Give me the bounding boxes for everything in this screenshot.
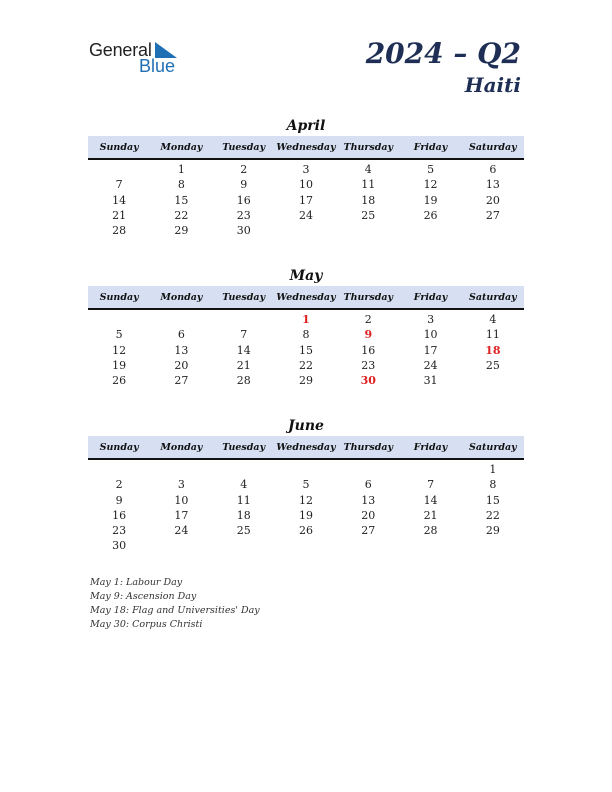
empty-cell (213, 462, 275, 477)
day-cell: 27 (361, 524, 376, 538)
day-cell: 29 (485, 524, 500, 538)
weekday-label: Saturday (469, 141, 517, 153)
weekday-label: Monday (160, 291, 203, 303)
day-cell: 22 (298, 358, 313, 372)
empty-cell (213, 538, 275, 553)
weekday-header (88, 286, 524, 310)
day-cell: 28 (112, 224, 127, 238)
day-cell: 21 (236, 358, 251, 372)
country-title: Haiti (464, 73, 521, 97)
day-cell: 3 (302, 163, 310, 176)
day-cell: 8 (302, 328, 310, 342)
day-cell: 7 (240, 328, 248, 342)
day-cell: 15 (174, 193, 189, 207)
weekday-label: Wednesday (276, 441, 336, 453)
day-cell: 15 (485, 493, 500, 507)
day-cell: 30 (360, 374, 376, 388)
day-cell: 16 (361, 343, 376, 357)
empty-cell (275, 538, 337, 553)
empty-cell (88, 312, 150, 327)
day-cell: 4 (240, 478, 248, 492)
day-cell: 26 (298, 524, 313, 538)
day-cell: 9 (115, 493, 123, 507)
month-may (88, 266, 524, 388)
day-cell: 11 (236, 493, 251, 507)
weekday-label: Wednesday (276, 141, 336, 153)
empty-cell (462, 223, 524, 238)
weekday-label: Friday (413, 291, 448, 303)
empty-cell (337, 538, 399, 553)
day-grid (88, 462, 524, 554)
empty-cell (150, 312, 212, 327)
day-cell: 24 (423, 358, 438, 372)
month-april (88, 116, 524, 238)
weekday-label: Friday (413, 441, 448, 453)
weekday-label: Thursday (343, 441, 394, 453)
day-cell: 13 (485, 178, 500, 192)
day-cell: 4 (489, 313, 497, 326)
day-cell: 11 (485, 328, 500, 342)
day-cell: 12 (423, 178, 438, 192)
empty-cell (275, 462, 337, 477)
day-cell: 23 (236, 208, 251, 222)
page-title (366, 36, 521, 98)
weekday-label: Wednesday (276, 291, 336, 303)
holiday-notes (90, 576, 260, 632)
empty-cell (213, 312, 275, 327)
day-cell: 28 (423, 524, 438, 538)
empty-cell (88, 462, 150, 477)
empty-cell (337, 223, 399, 238)
day-cell: 13 (174, 343, 189, 357)
day-cell: 2 (240, 163, 248, 176)
holiday-note: May 30: Corpus Christi (90, 619, 203, 630)
day-cell: 1 (489, 463, 497, 476)
weekday-label: Thursday (343, 141, 394, 153)
day-cell: 19 (298, 508, 313, 522)
day-cell: 30 (236, 224, 251, 238)
day-cell: 24 (174, 524, 189, 538)
day-cell: 6 (489, 163, 497, 176)
holiday-note: May 9: Ascension Day (90, 591, 197, 602)
day-cell: 25 (361, 208, 376, 222)
day-cell: 3 (427, 313, 435, 326)
empty-cell (275, 223, 337, 238)
day-cell: 10 (423, 328, 438, 342)
day-cell: 9 (240, 178, 248, 192)
day-cell: 31 (423, 374, 438, 388)
day-cell: 18 (361, 193, 376, 207)
day-cell: 13 (361, 493, 376, 507)
weekday-label: Monday (160, 441, 203, 453)
weekday-label: Sunday (99, 141, 139, 153)
empty-cell (150, 538, 212, 553)
day-cell: 29 (298, 374, 313, 388)
day-cell: 6 (177, 328, 185, 342)
day-cell: 10 (174, 493, 189, 507)
day-cell: 23 (112, 524, 127, 538)
day-cell: 30 (112, 539, 127, 553)
logo (89, 40, 189, 76)
day-cell: 11 (361, 178, 376, 192)
empty-cell (399, 538, 461, 553)
weekday-header (88, 136, 524, 160)
empty-cell (88, 162, 150, 177)
day-cell: 8 (177, 178, 185, 192)
day-cell: 10 (298, 178, 313, 192)
day-cell: 7 (115, 178, 123, 192)
weekday-label: Tuesday (222, 141, 266, 153)
day-cell: 19 (423, 193, 438, 207)
day-cell: 26 (423, 208, 438, 222)
day-cell: 17 (298, 193, 313, 207)
day-cell: 5 (302, 478, 310, 492)
weekday-label: Tuesday (222, 291, 266, 303)
day-cell: 20 (485, 193, 500, 207)
day-cell: 15 (298, 343, 313, 357)
day-cell: 12 (298, 493, 313, 507)
day-cell: 22 (485, 508, 500, 522)
day-cell: 27 (485, 208, 500, 222)
day-grid (88, 162, 524, 238)
day-cell: 25 (485, 358, 500, 372)
day-cell: 6 (364, 478, 372, 492)
day-cell: 26 (112, 374, 127, 388)
day-cell: 4 (364, 163, 372, 176)
day-cell: 1 (177, 163, 185, 176)
day-cell: 19 (112, 358, 127, 372)
day-cell: 5 (115, 328, 123, 342)
empty-cell (462, 538, 524, 553)
day-cell: 22 (174, 208, 189, 222)
month-name: April (286, 118, 326, 134)
day-cell: 29 (174, 224, 189, 238)
day-cell: 14 (423, 493, 438, 507)
day-cell: 16 (236, 193, 251, 207)
day-cell: 20 (174, 358, 189, 372)
empty-cell (337, 462, 399, 477)
month-name: May (289, 268, 323, 284)
day-cell: 17 (423, 343, 438, 357)
day-cell: 21 (112, 208, 127, 222)
month-june (88, 416, 524, 554)
day-cell: 7 (427, 478, 435, 492)
month-name: June (288, 418, 324, 434)
empty-cell (399, 223, 461, 238)
day-cell: 14 (112, 193, 127, 207)
day-cell: 18 (485, 343, 501, 357)
day-cell: 25 (236, 524, 251, 538)
holiday-note: May 1: Labour Day (90, 577, 183, 588)
day-grid (88, 312, 524, 388)
day-cell: 20 (361, 508, 376, 522)
day-cell: 8 (489, 478, 497, 492)
weekday-label: Thursday (343, 291, 394, 303)
day-cell: 18 (236, 508, 251, 522)
weekday-header (88, 436, 524, 460)
logo-blue-text: Blue (139, 56, 176, 76)
day-cell: 2 (115, 478, 123, 492)
day-cell: 21 (423, 508, 438, 522)
empty-cell (462, 373, 524, 388)
empty-cell (150, 462, 212, 477)
day-cell: 1 (302, 313, 310, 326)
weekday-label: Saturday (469, 441, 517, 453)
day-cell: 17 (174, 508, 189, 522)
day-cell: 23 (361, 358, 376, 372)
quarter-title: 2024 – Q2 (365, 37, 521, 70)
day-cell: 12 (112, 343, 127, 357)
weekday-label: Monday (160, 141, 203, 153)
day-cell: 16 (112, 508, 127, 522)
day-cell: 27 (174, 374, 189, 388)
day-cell: 28 (236, 374, 251, 388)
weekday-label: Tuesday (222, 441, 266, 453)
day-cell: 3 (177, 478, 185, 492)
weekday-label: Sunday (99, 291, 139, 303)
logo-general-text: General (89, 40, 152, 60)
weekday-label: Friday (413, 141, 448, 153)
day-cell: 5 (427, 163, 435, 176)
day-cell: 2 (364, 313, 372, 326)
day-cell: 24 (298, 208, 313, 222)
holiday-note: May 18: Flag and Universities' Day (90, 605, 260, 616)
day-cell: 9 (364, 328, 373, 342)
weekday-label: Saturday (469, 291, 517, 303)
day-cell: 14 (236, 343, 251, 357)
empty-cell (399, 462, 461, 477)
weekday-label: Sunday (99, 441, 139, 453)
